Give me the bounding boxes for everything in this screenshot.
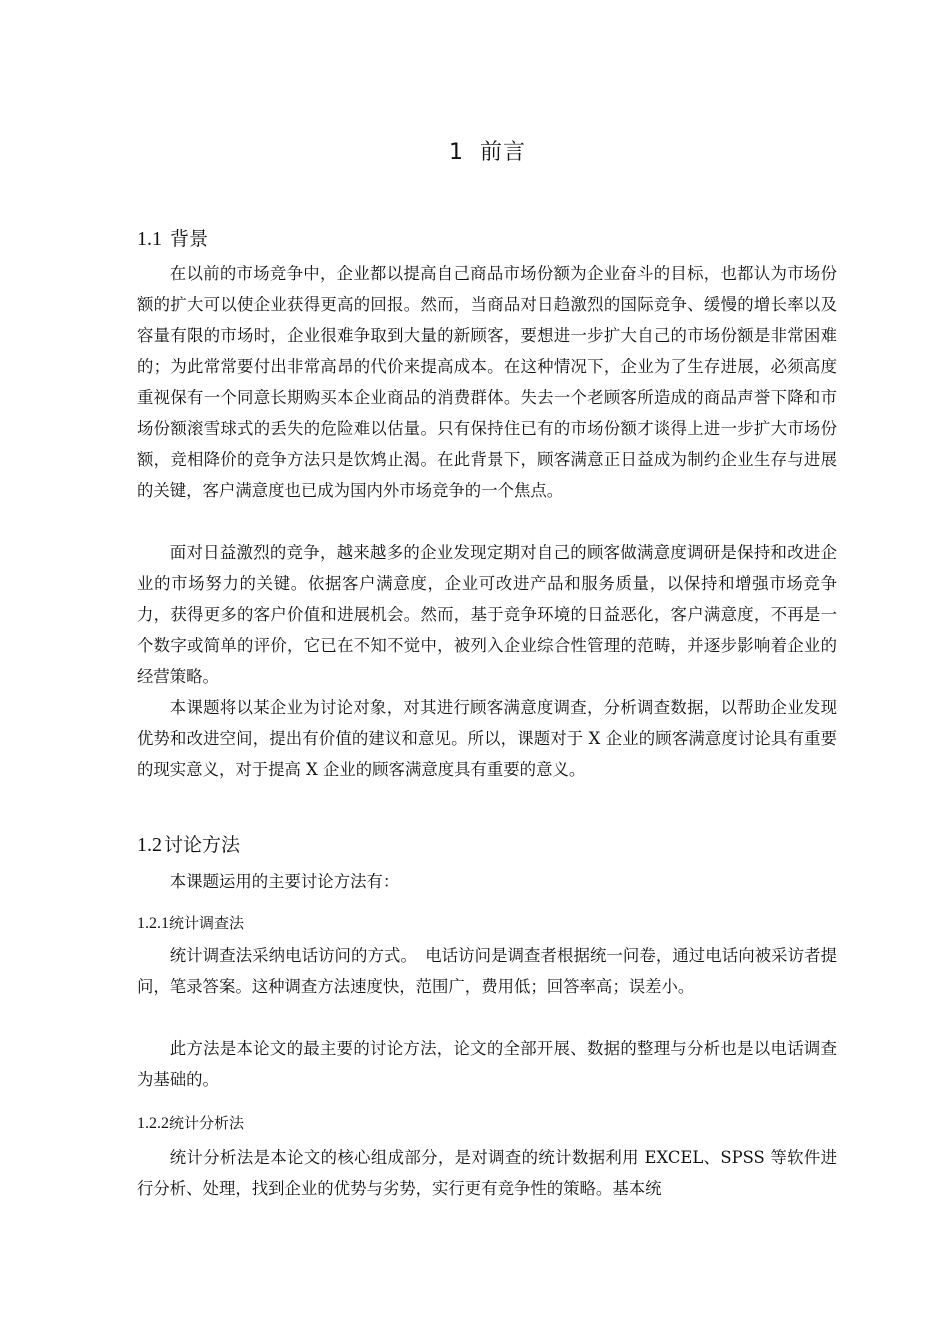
paragraph: 在以前的市场竞争中，企业都以提高自己商品市场份额为企业奋斗的目标，也都认为市场份额的扩大可以使企业获得更高的回报。然而，当商品对日趋激烈的国际竞争、缓慢的增长率以及容量有限的市场时，企业很难争取到大量的新顾客，要想进一步扩大自己的市场份额是非常困难的；为此常常要付出非常高昂的代价来提高成本。在这种情况下，企业为了生存进展，必须高度重视保有一个同意长期购买本企业商品的消费群体。失去一个老顾客所造成的商品声誉下降和市场份额滚雪球式的丢失的危险难以估量。只有保持住已有的市场份额才谈得上进一步扩大市场份额，竞相降价的竞争方法只是饮鸩止渴。在此背景下，顾客满意正日益成为制约企业生存与进展的关键，客户满意度也已成为国内外市场竞争的一个焦点。 xyxy=(137,264,837,500)
paragraph: 此方法是本论文的最主要的讨论方法，论文的全部开展、数据的整理与分析也是以电话调查为基础的。 xyxy=(137,1039,837,1089)
chapter-title-text: 前言 xyxy=(479,140,526,165)
section-heading-1-1 xyxy=(137,224,208,251)
section-number: 1.1 xyxy=(137,228,162,250)
section-number: 1.2 xyxy=(137,834,162,856)
chapter-number: 1 xyxy=(448,140,464,165)
subsection-heading-1-2-2 xyxy=(137,1112,244,1133)
paragraph: 面对日益激烈的竞争，越来越多的企业发现定期对自己的顾客做满意度调研是保持和改进企业的市场努力的关键。依据客户满意度，企业可改进产品和服务质量，以保持和增强市场竞争力，获得更多的客户价值和进展机会。然而，基于竞争环境的日益恶化，客户满意度，不再是一个数字或简单的评价，它已在不知不觉中，被列入企业综合性管理的范畴，并逐步影响着企业的经营策略。 xyxy=(137,543,837,686)
paragraph: 统计分析法是本论文的核心组成部分，是对调查的统计数据利用 EXCEL、SPSS 等软件进行分析、处理，找到企业的优势与劣势，实行更有竞争性的策略。基本统 xyxy=(137,1148,837,1198)
paragraph: 本课题将以某企业为讨论对象，对其进行顾客满意度调查，分析调查数据，以帮助企业发现优势和改进空间，提出有价值的建议和意见。所以，课题对于 X 企业的顾客满意度讨论具有重要的现实意义，对于提高 X 企业的顾客满意度具有重要的意义。 xyxy=(137,698,837,779)
paragraph: 统计调查法采纳电话访问的方式。 电话访问是调查者根据统一问卷，通过电话向被采访者提问，笔录答案。这种调查方法速度快，范围广，费用低；回答率高；误差小。 xyxy=(137,946,837,996)
subsection-heading-1-2-1 xyxy=(137,912,244,933)
subsection-title: 统计分析法 xyxy=(169,1114,245,1132)
paragraph: 本课题运用的主要讨论方法有： xyxy=(169,872,400,891)
subsection-title: 统计调查法 xyxy=(169,914,245,932)
subsection-number: 1.2.1 xyxy=(137,915,169,932)
section-title: 讨论方法 xyxy=(164,834,241,856)
section-heading-1-2 xyxy=(137,830,240,857)
chapter-title xyxy=(0,135,950,166)
section-title: 背景 xyxy=(170,228,209,250)
subsection-number: 1.2.2 xyxy=(137,1115,169,1132)
